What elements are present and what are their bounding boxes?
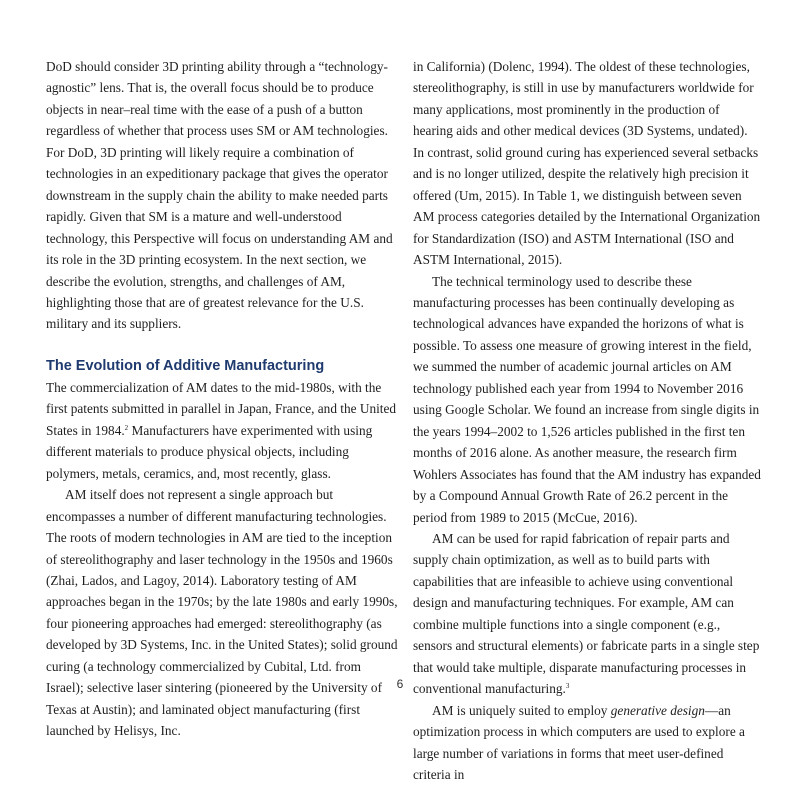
body-paragraph: AM can be used for rapid fabrication of repair parts and supply chain optimization, as well as to build parts with capabilities that are infeasible to achieve using conventional design and manufacturing techniques. For example, AM can combine multiple functions into a single component (e.g., sensors and structural elements) or fabricate parts in a single step that would take multiple, disparate manufacturing processes in conventional manufacturing.$^3$ [413,530,760,697]
body-paragraph: AM is uniquely suited to employ generative design—an optimization process in which computers are used to explore a large number of variations in forms that meet user-defined criteria in [413,702,745,782]
body-paragraph: The technical terminology used to describe these manufacturing processes has been continually developing as technological advances have expanded the horizons of what is possible. To assess one measure of growing interest in the field, we summed the number of academic journal articles on AM technology published each year from 1994 to November 2016 using Google Scholar. We found an increase from single digits in the years 1994–2002 to 1,526 articles published in the first ten months of 2016 alone. As another measure, the research firm Wohlers Associates has found that the AM industry has expanded by a Compound Annual Growth Rate of 26.2 percent in the period from 1989 to 2015 (McCue, 2016). [413,273,761,525]
body-paragraph: DoD should consider 3D printing ability through a “technology-agnostic” lens. That is, the overall focus should be to produce objects in near–real time with the ease of a push of a button regardless of whether that process uses SM or AM technologies. For DoD, 3D printing will likely require a combination of technologies in an expeditionary package that gives the operator downstream in the supply chain the ability to make needed parts rapidly. Given that SM is a mature and well-understood technology, this Perspective will focus on understanding AM and its role in the 3D printing ecosystem. In the next section, we describe the evolution, strengths, and challenges of AM, highlighting those that are of greatest relevance for the U.S. military and its suppliers. [46,59,393,332]
emphasis-term: generative design [610,702,705,718]
page-number: 6 [396,677,404,691]
body-paragraph: in California) (Dolenc, 1994). The oldest of these technologies, stereolithography, is still in use by manufacturers worldwide for many applications, most prominently in the production of hearing aids and other medical devices (3D Systems, undated). In contrast, solid ground curing has experienced several setbacks and is no longer utilized, despite the relatively high precision it offered (Um, 2015). In Table 1, we distinguish between seven AM process categories detailed by the International Organization for Standardization (ISO) and ASTM International (ISO and ASTM International, 2015). [413,59,761,268]
body-paragraph: The commercialization of AM dates to the mid-1980s, with the first patents submitted in parallel in Japan, France, and the United States in 1984.$^2$ Manufacturers have experimented with using different materials to produce physical objects, including polymers, metals, ceramics, and, most recently, glass. [46,379,397,481]
left-column [46,56,398,742]
footnote-ref[interactable]: 2 [124,423,129,432]
section-heading: The Evolution of Additive Manufacturing [46,357,325,374]
footnote-ref[interactable]: 3 [565,682,570,691]
right-column [413,56,761,785]
body-paragraph: AM itself does not represent a single approach but encompasses a number of different manufacturing technologies. The roots of modern technologies in AM are tied to the inception of stereolithography and laser technology in the 1950s and 1960s (Zhai, Lados, and Lagoy, 2014). Laboratory testing of AM approaches began in the 1970s; by the late 1980s and early 1990s, four pioneering approaches had emerged: stereolithography (as developed by 3D Systems, Inc. in the United States); solid ground curing (a technology commercialized by Cubital, Ltd. from Israel); selective laser sintering (pioneered by the University of Texas at Austin); and laminated object manufacturing (first launched by Helisys, Inc. [46,487,398,739]
